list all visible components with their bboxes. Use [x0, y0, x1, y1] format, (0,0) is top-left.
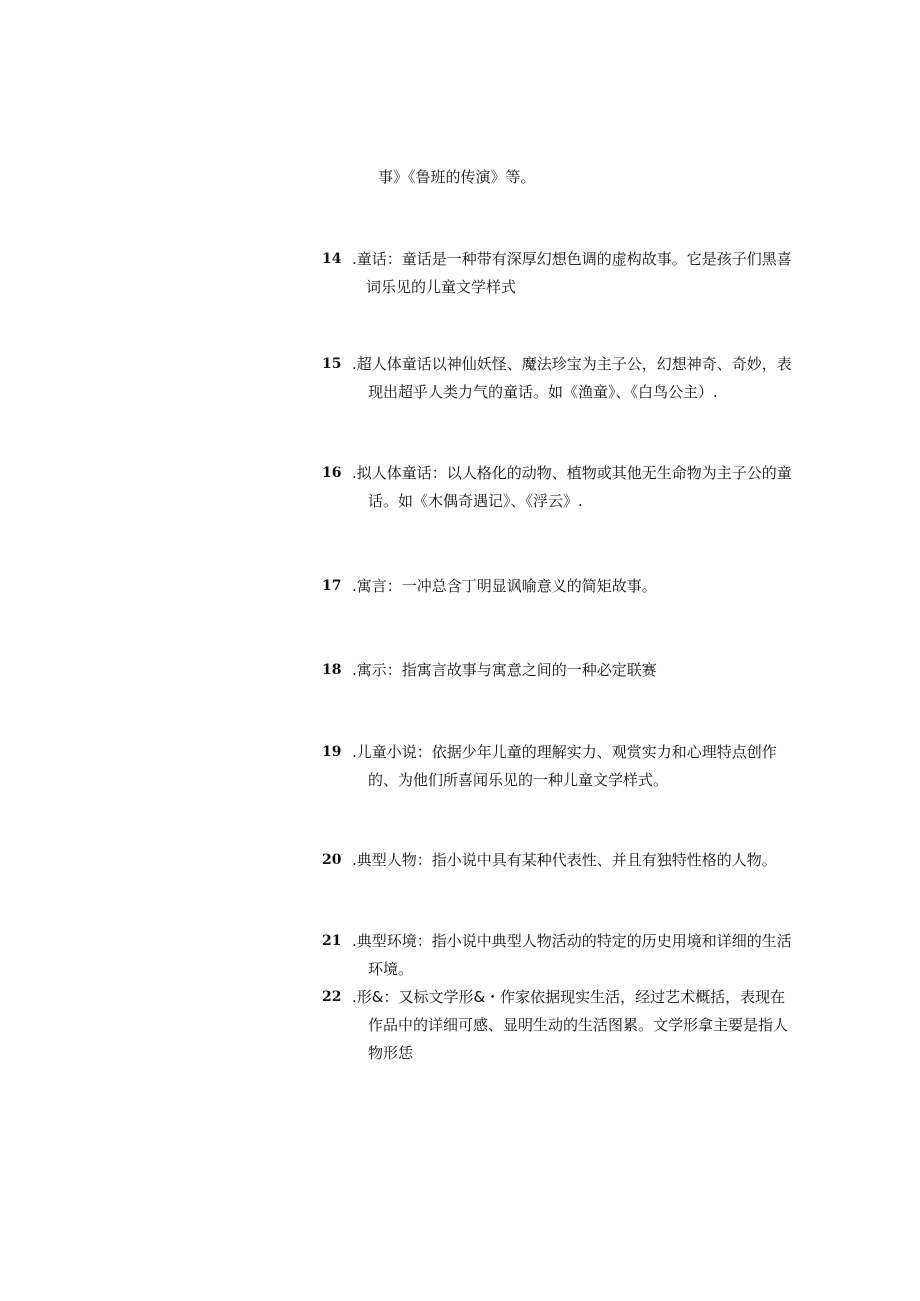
continuation-text: 事》《鲁班的传演》等。 [378, 168, 536, 186]
entry-line: 话。如《木偶奇遇记》、《浮云》. [368, 492, 583, 510]
entry-line: .超人体童话以神仙妖怪、魔法珍宝为主子公，幻想神奇、奇妙，表 [352, 355, 792, 373]
entry-number: 21 [322, 933, 342, 949]
entry-line: 物形恁 [368, 1044, 414, 1062]
entry-number: 18 [322, 662, 342, 678]
entry-line: .寓言：一冲总含丁明显讽喻意义的简矩故事。 [352, 577, 657, 595]
entry-number: 20 [322, 852, 342, 868]
entry-number: 22 [322, 989, 342, 1005]
entry-number: 16 [322, 465, 342, 481]
entry-line: .典型人物：指小说中具有某种代表性、并且有独特性格的人物。 [352, 851, 777, 869]
entry-line: 作品中的详细可感、显明生动的生活图累。文学形拿主要是指人 [368, 1016, 789, 1034]
entry-line: 现出超乎人类力气的童话。如《渔童》、《白鸟公主）. [368, 383, 718, 401]
entry-number: 19 [322, 744, 342, 760]
entry-line: .典型环境：指小说中典型人物活动的特定的历史用境和详细的生活 [352, 932, 792, 950]
entry-line: .儿童小说：依据少年儿童的理解实力、观赏实力和心理特点创作 [352, 743, 777, 761]
entry-line: 环境。 [368, 960, 414, 978]
entry-line: .寓示：指寓言故事与寓意之间的一种必定联赛 [352, 661, 657, 679]
entry-number: 17 [322, 578, 342, 594]
entry-line: .拟人体童话：以人格化的动物、植物或其他无生命物为主子公的童 [352, 464, 792, 482]
entry-number: 15 [322, 356, 342, 372]
entry-line: .形&：又标文学形&・作家依据现实生活，经过艺术概括，表现在 [352, 988, 786, 1006]
entry-number: 14 [322, 251, 342, 267]
entry-line: 词乐见的儿童文学样式 [366, 278, 517, 296]
entry-line: 的、为他们所喜闻乐见的一种儿童文学样式。 [368, 771, 669, 789]
entry-line: .童话：童话是一种带有深厚幻想色调的虚构故事。它是孩子们黑喜 [352, 250, 792, 268]
